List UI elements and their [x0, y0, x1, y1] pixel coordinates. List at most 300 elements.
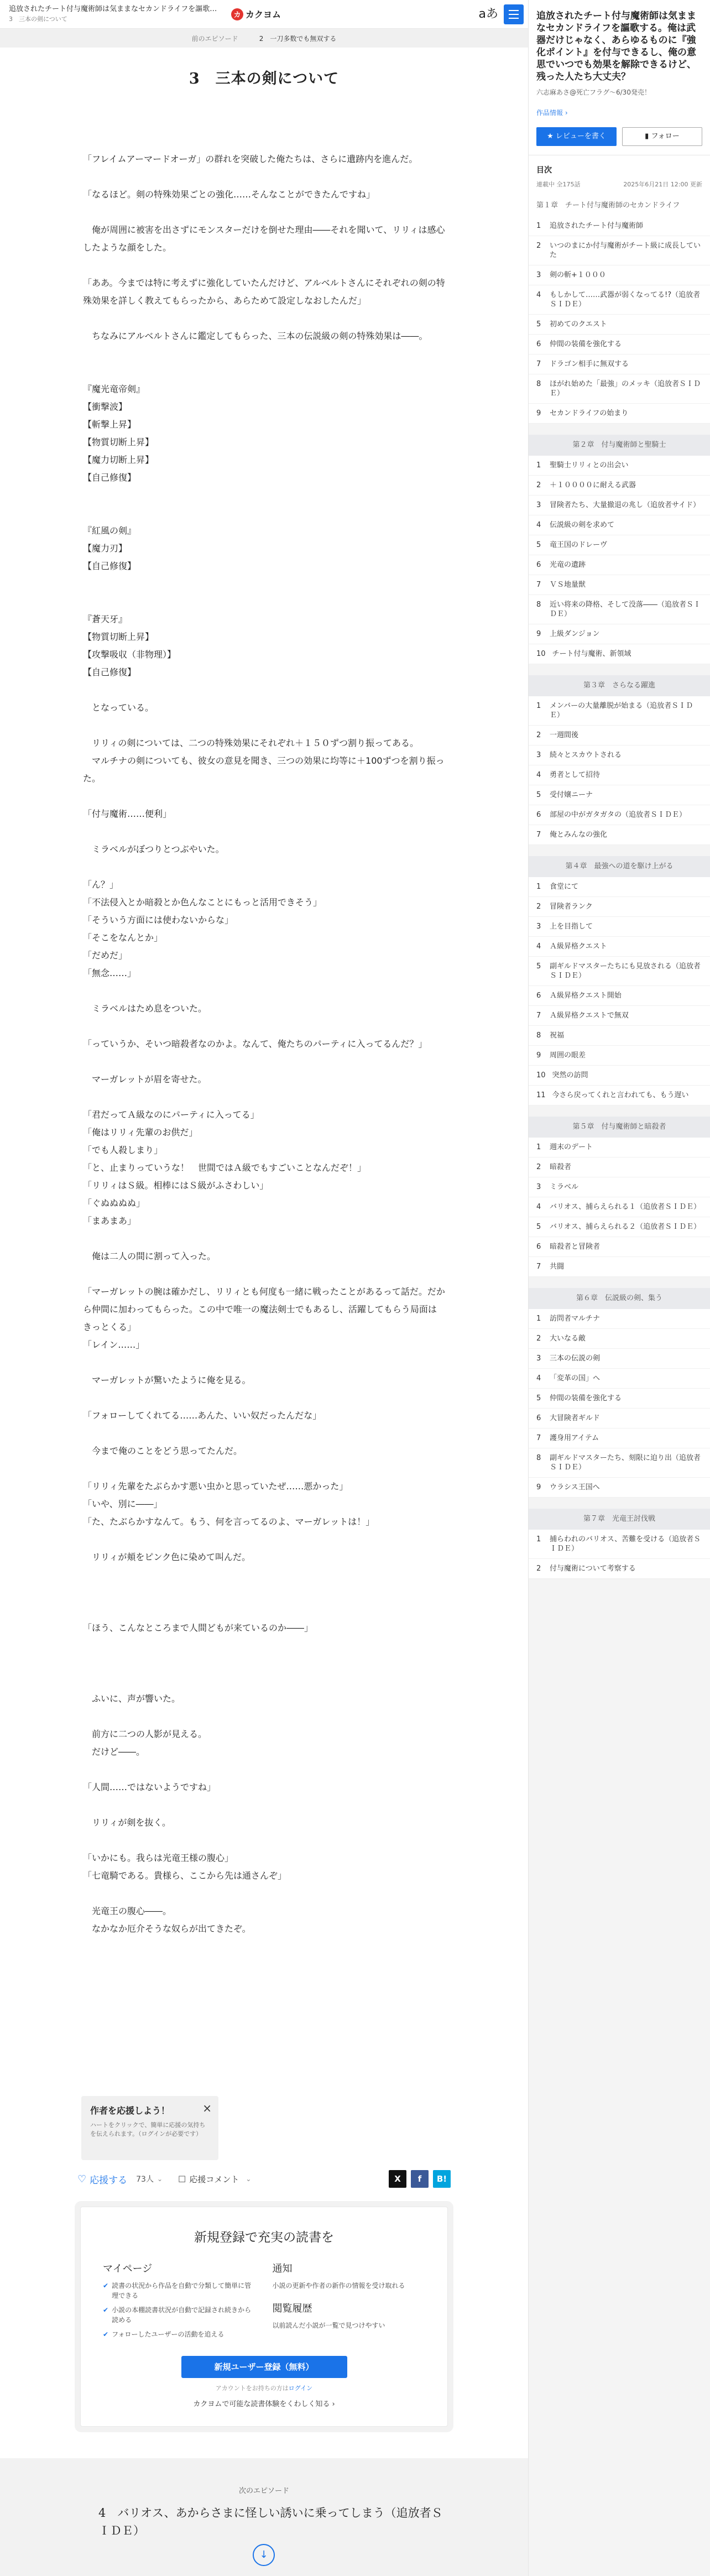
body-paragraph: [83, 1584, 445, 1602]
chapter-title: 第１章 チート付与魔術師のセカンドライフ: [529, 194, 710, 216]
follow-button[interactable]: ▮ フォロー: [622, 127, 702, 146]
toc-episode-link[interactable]: [529, 315, 710, 335]
body-paragraph: 「ん？」: [83, 879, 119, 890]
toc-episode-link[interactable]: [529, 515, 710, 535]
work-info-link[interactable]: 作品情報 ›: [536, 109, 568, 117]
body-paragraph: 「人間……ではないようですね」: [83, 1782, 216, 1792]
body-paragraph: [83, 168, 445, 186]
episode-title-text: バリオス、捕らえられる１（追放者ＳＩＤＥ）: [550, 1203, 701, 1211]
body-paragraph: 「七竜騎である。貴様ら、ここから先は通さんぞ」: [83, 1870, 287, 1881]
episode-title-text: 暗殺者と冒険者: [550, 1243, 601, 1251]
check-icon: ✔: [103, 2330, 109, 2338]
episode-title-text: 暗殺者: [550, 1163, 572, 1171]
body-paragraph: 【魔力刃】: [83, 543, 128, 554]
episode-title-text: 週末のデート: [550, 1143, 593, 1151]
learn-more-link[interactable]: カクヨムで可能な読書体験をくわしく知る ›: [193, 2400, 335, 2408]
episode-number: 8: [536, 380, 541, 388]
episode-title-text: 近い将来の降格、そして没落――（追放者ＳＩＤＥ）: [550, 601, 701, 618]
toc-chapter: [529, 1117, 710, 1288]
body-paragraph: ちなみにアルベルトさんに鑑定してもらった、三本の伝説級の剣の特殊効果は――。: [83, 331, 428, 341]
toc-episode-link[interactable]: [529, 1066, 710, 1086]
episode-title-text: 聖騎士リリィとの出会い: [550, 461, 629, 470]
body-paragraph: [83, 204, 445, 221]
episode-title-text: 上を目指して: [550, 922, 593, 931]
body-paragraph: [83, 858, 445, 876]
episode-title-text: 剣の斬+１０００: [550, 271, 606, 279]
body-paragraph: 「不法侵入とか暗殺とか色んなことにもっと活用できそう」: [83, 897, 322, 908]
mypage-item: ✔ 小説の本棚読書状況が自動で記録され続きから読める: [103, 2306, 252, 2324]
body-paragraph: [83, 1708, 445, 1725]
episode-title-text: 冒険者ランク: [550, 903, 593, 911]
toc-episode-link[interactable]: [529, 825, 710, 845]
toc-episode-link[interactable]: [529, 285, 710, 315]
check-icon: ✔: [103, 2306, 109, 2314]
episode-number: 4: [536, 1374, 541, 1383]
toc-episode-link[interactable]: [529, 1530, 710, 1559]
support-title: 作者を応援しよう！: [90, 2105, 170, 2116]
episode-title-text: ミラベル: [550, 1183, 579, 1191]
toc-episode-link[interactable]: [529, 624, 710, 644]
toc-episode-link[interactable]: [529, 476, 710, 496]
sidebar: [528, 0, 710, 2576]
body-paragraph: リリィが頬をピンク色に染めて叫んだ。: [83, 1552, 251, 1562]
episode-title-text: 周囲の眼差: [550, 1051, 586, 1060]
toc-episode-link[interactable]: [529, 1448, 710, 1478]
toc-chapter: [529, 1509, 710, 1590]
toc-episode-link[interactable]: [529, 1257, 710, 1277]
mypage-item: ✔ フォローしたユーザーの活動を追える: [103, 2330, 225, 2338]
episode-number: 7: [536, 581, 541, 589]
toc-episode-link[interactable]: [529, 1369, 710, 1389]
toc-episode-link[interactable]: [529, 1138, 710, 1157]
episode-number: 9: [536, 630, 541, 638]
body-paragraph: 「フレイムアーマードオーガ」の群れを突破した俺たちは、さらに遺跡内を進んだ。: [83, 154, 418, 164]
toc-episode-link[interactable]: [529, 957, 710, 986]
next-episode-label: 次のエピソード: [238, 2487, 289, 2495]
signup-panel: [80, 2207, 448, 2427]
toc-episode-link[interactable]: [529, 265, 710, 285]
body-paragraph: リリィが剣を抜く。: [83, 1817, 171, 1828]
chevron-down-icon[interactable]: ⌄: [156, 2175, 163, 2183]
episode-title-text: 上級ダンジョン: [550, 630, 600, 638]
body-paragraph: 『紅風の剣』: [83, 525, 137, 536]
episode-number: 4: [536, 771, 541, 779]
episode-number: 8: [536, 1031, 541, 1040]
body-paragraph: 【衝撃波】: [83, 401, 128, 412]
cheer-label: 応援する: [90, 2175, 128, 2186]
episode-number: 3: [536, 1354, 541, 1363]
toc-title: 目次: [536, 166, 552, 175]
toc-episode-link[interactable]: [529, 1349, 710, 1369]
body-paragraph: 「リリィ先輩をたぶらかす悪い虫かと思っていたぜ……悪かった」: [83, 1481, 348, 1492]
body-paragraph: 【自己修復】: [83, 667, 137, 677]
body-paragraph: 「っていうか、そいつ暗殺者なのかよ。なんて、俺たちのパーティに入ってるんだ？」: [83, 1039, 427, 1049]
cheer-button[interactable]: [77, 2172, 127, 2186]
episode-title-text: セカンドライフの始まり: [550, 409, 629, 418]
episode-title-text: Ａ級昇格クエスト: [550, 942, 607, 951]
episode-title-text: 冒険者たち、大量撤退の兆し（追放者サイド）: [550, 501, 701, 509]
close-icon[interactable]: ×: [202, 2102, 212, 2115]
episode-number: 11: [536, 1091, 546, 1099]
body-paragraph: [83, 1761, 445, 1779]
body-paragraph: マーガレットが驚いたように俺を見る。: [83, 1375, 251, 1385]
body-paragraph: 前方に二つの人影が見える。: [83, 1729, 207, 1739]
toc-episode-link[interactable]: [529, 696, 710, 726]
history-title: 閲覧履歴: [272, 2303, 312, 2314]
episode-number: 3: [536, 271, 541, 279]
body-paragraph: 俺は二人の間に割って入った。: [83, 1251, 216, 1261]
prev-episode-link[interactable]: 前のエピソード: [191, 34, 238, 43]
body-paragraph: [83, 1053, 445, 1071]
episode-number: 4: [536, 521, 541, 529]
body-paragraph: 「マーガレットの腕は確かだし、リリィとも何度も一緒に戦ったことがあるって話だ。だから仲間に加わってもらった。この中で唯一の魔法剣士でもあるし、活躍してもらう局面はきっとくる」: [83, 1286, 445, 1332]
body-paragraph: となっている。: [83, 702, 154, 713]
body-paragraph: 【魔力切断上昇】: [83, 455, 154, 465]
body-paragraph: 「ああ。今までは特に考えずに強化していたんだけど、アルベルトさんにそれぞれの剣の特殊効果を詳しく教えてもらったから、あらためて設定しなおしたんだ」: [83, 278, 445, 306]
episode-title-text: ドラゴン相手に無双する: [550, 360, 629, 368]
toc-episode-link[interactable]: [529, 1409, 710, 1428]
table-of-contents: [529, 194, 710, 1590]
toc-episode-link[interactable]: [529, 404, 710, 424]
body-paragraph: 【自己修復】: [83, 561, 137, 571]
support-card: [81, 2096, 218, 2160]
share-buttons: [389, 2170, 451, 2188]
chapter-title: 第４章 最強への道を駆け上がる: [529, 856, 710, 877]
facebook-share-icon[interactable]: f: [411, 2170, 429, 2188]
body-paragraph: [83, 1566, 445, 1584]
body-paragraph: 「た、たぶらかすなんて。もう、何を言ってるのよ、マーガレットは！」: [83, 1516, 375, 1527]
body-paragraph: [83, 504, 445, 522]
episode-number: 1: [536, 1315, 541, 1323]
arrow-down-icon[interactable]: ↓: [253, 2544, 275, 2566]
episode-number: 6: [536, 1414, 541, 1422]
episode-title-text: 付与魔術について考察する: [550, 1565, 636, 1573]
episode-number: 5: [536, 962, 541, 971]
toc-episode-link[interactable]: [529, 1046, 710, 1066]
toc-episode-link[interactable]: [529, 1559, 710, 1579]
body-paragraph: 「でも人殺しまり」: [83, 1145, 163, 1155]
body-paragraph: [83, 1354, 445, 1372]
episode-title-text: 食堂にて: [550, 883, 579, 891]
episode-title-text: 突然の訪問: [552, 1071, 588, 1080]
bookmark-icon: ▮: [645, 132, 649, 140]
next-episode-title[interactable]: 4 バリオス、あからさまに怪しい誘いに乗ってしまう（追放者ＳＩＤＥ）: [98, 2506, 443, 2537]
toc-episode-link[interactable]: [529, 1006, 710, 1026]
toc-episode-link[interactable]: [529, 897, 710, 917]
episode-number: 1: [536, 222, 541, 230]
toc-episode-link[interactable]: [529, 1309, 710, 1329]
episode-title-text: 「変革の国」へ: [550, 1374, 601, 1383]
toc-episode-link[interactable]: [529, 1237, 710, 1257]
check-icon: ✔: [103, 2282, 109, 2290]
episode-number: 7: [536, 831, 541, 839]
chapter-title: 第５章 付与魔術師と暗殺者: [529, 1117, 710, 1138]
toc-episode-link[interactable]: [529, 1197, 710, 1217]
episode-number: 8: [536, 1454, 541, 1462]
toc-episode-link[interactable]: [529, 1177, 710, 1197]
episode-title-text: Ａ級昇格クエスト開始: [550, 992, 622, 1000]
toc-episode-link[interactable]: [529, 805, 710, 825]
episode-number: 1: [536, 1535, 541, 1543]
next-episode-section[interactable]: [0, 2458, 528, 2576]
body-paragraph: ふいに、声が響いた。: [83, 1693, 181, 1704]
episode-title-text: 三本の伝説の剣: [550, 1354, 601, 1363]
sidebar-work-title[interactable]: 追放されたチート付与魔術師は気ままなセカンドライフを謳歌する。俺は武器だけじゃなく、あらゆるものに『強化ポイント』を付与できるし、俺の意思でいつでも効果を解除できるけど、残った人たち大丈夫？: [536, 11, 696, 82]
toc-episode-link[interactable]: [529, 1389, 710, 1409]
toc-episode-link[interactable]: [529, 216, 710, 236]
episode-number: 6: [536, 811, 541, 819]
body-paragraph: [83, 1389, 445, 1407]
body-paragraph: 「いかにも。我らは光竜王様の腹心」: [83, 1853, 234, 1863]
star-icon: ★: [547, 132, 554, 140]
body-paragraph: 「いや、別に――」: [83, 1499, 163, 1509]
episode-number: 7: [536, 1011, 541, 1020]
body-paragraph: [83, 1796, 445, 1814]
hatena-bookmark-icon[interactable]: B!: [433, 2170, 451, 2188]
episode-title-text: 一週間後: [550, 731, 579, 739]
chapter-title: 第３章 さらなる躍進: [529, 675, 710, 696]
font-size-icon[interactable]: aあ: [478, 7, 498, 21]
body-paragraph: [83, 593, 445, 611]
episode-number: 7: [536, 1434, 541, 1442]
episode-title-text: ほがれ始めた「最強」のメッキ（追放者ＳＩＤＥ）: [550, 380, 701, 398]
toc-episode-link[interactable]: [529, 785, 710, 805]
logo-text: カクヨム: [246, 9, 281, 20]
body-paragraph: 「まあまあ」: [83, 1216, 137, 1226]
toc-episode-link[interactable]: [529, 745, 710, 765]
toc-episode-link[interactable]: [529, 1157, 710, 1177]
episode-number: 3: [536, 922, 541, 931]
episode-number: 1: [536, 1143, 541, 1151]
next-episode-link[interactable]: 2 一刀多数でも無双する: [259, 34, 337, 43]
episode-title-text: 初めてのクエスト: [550, 320, 607, 328]
body-paragraph: マーガレットが眉を寄せた。: [83, 1074, 207, 1084]
body-paragraph: [83, 1265, 445, 1283]
episode-title-text: ＶＳ地量獣: [550, 581, 586, 589]
toc-episode-link[interactable]: [529, 374, 710, 404]
toc-episode-link[interactable]: [529, 555, 710, 575]
chapter-title: 第２章 付与魔術師と聖騎士: [529, 435, 710, 456]
body-paragraph: 【物質切断上昇】: [83, 632, 154, 642]
episode-number: 3: [536, 751, 541, 759]
episode-subtitle: 3 三本の剣について: [9, 15, 67, 23]
toc-episode-link[interactable]: [529, 496, 710, 515]
toc-chapter: [529, 1288, 710, 1509]
body-paragraph: 『魔光竜帝剣』: [83, 384, 145, 394]
episode-title-text: ＋１００００に耐える武器: [550, 481, 636, 489]
episode-title-text: 部屋の中がガタガタの（追放者ＳＩＤＥ）: [550, 811, 687, 819]
episode-number: 3: [536, 501, 541, 509]
toc-updated: 2025年6月21日 12:00 更新: [623, 181, 702, 188]
toc-chapter: [529, 435, 710, 675]
body-paragraph: 「なるほど。剣の特殊効果ごとの強化……そんなことができたんですね」: [83, 189, 375, 200]
body-paragraph: 俺が周囲に被害を出さずにモンスターだけを倒せた理由――それを聞いて、リリィは感心したような顔をした。: [83, 225, 445, 253]
episode-title-text: 訪問者マルチナ: [550, 1315, 601, 1323]
support-text: ハートをクリックで、簡単に応援の気持ちを伝えられます。（ログインが必要です）: [90, 2121, 206, 2137]
episode-title-text: 祝福: [550, 1031, 565, 1040]
body-paragraph: 「そこをなんとか」: [83, 932, 163, 943]
chapter-title: 第７章 光竜王討伐戦: [529, 1509, 710, 1530]
toc-episode-link[interactable]: [529, 456, 710, 476]
toc-episode-link[interactable]: [529, 1026, 710, 1046]
mypage-section: [103, 2261, 256, 2344]
toc-episode-link[interactable]: [529, 1428, 710, 1448]
comment-label: 応援コメント: [189, 2174, 239, 2184]
toc-episode-link[interactable]: [529, 354, 710, 374]
toc-episode-link[interactable]: [529, 535, 710, 555]
body-paragraph: 「君だってＡ級なのにパーティに入ってる」: [83, 1109, 259, 1120]
episode-title-text: 受付嬢ニーナ: [550, 791, 593, 799]
comment-button[interactable]: [178, 2173, 251, 2185]
body-paragraph: [83, 1637, 445, 1655]
body-paragraph: 「無念……」: [83, 968, 137, 978]
episode-number: 10: [536, 1071, 546, 1080]
toc-chapter: [529, 675, 710, 856]
episode-number: 2: [536, 242, 541, 250]
episode-number: 9: [536, 409, 541, 418]
episode-number: 2: [536, 903, 541, 911]
x-share-icon[interactable]: X: [389, 2170, 406, 2188]
episode-title-text: もしかして……武器が弱くなってる!?（追放者ＳＩＤＥ）: [550, 291, 701, 309]
episode-number: 4: [536, 1203, 541, 1211]
episode-title-text: 仲間の装備を強化する: [550, 1394, 622, 1402]
toc-episode-link[interactable]: [529, 726, 710, 745]
comment-icon: ☐: [178, 2173, 186, 2184]
toc-episode-link[interactable]: [529, 937, 710, 957]
body-paragraph: [83, 823, 445, 841]
episode-number: 2: [536, 731, 541, 739]
notify-title: 通知: [272, 2263, 293, 2275]
body-paragraph: [83, 1885, 445, 1902]
body-paragraph: [83, 310, 445, 327]
body-paragraph: [83, 1531, 445, 1548]
episode-number: 5: [536, 1394, 541, 1402]
episode-number: 2: [536, 1334, 541, 1343]
sidebar-header: [529, 0, 710, 155]
toc-episode-link[interactable]: [529, 917, 710, 937]
kakuyomu-logo[interactable]: [231, 8, 281, 20]
episode-number: 6: [536, 340, 541, 348]
body-paragraph: ミラベルがぼつりとつぶやいた。: [83, 844, 225, 854]
episode-title-text: Ａ級昇格クエストで無双: [550, 1011, 629, 1020]
toc-episode-link[interactable]: [529, 575, 710, 595]
episode-number: 2: [536, 481, 541, 489]
history-desc: 以前読んだ小説が一覧で見つけやすい: [272, 2322, 385, 2329]
body-paragraph: [83, 487, 445, 504]
body-paragraph: 【自己修復】: [83, 472, 137, 483]
body-paragraph: [83, 257, 445, 274]
body-paragraph: [83, 363, 445, 380]
episode-number: 9: [536, 1051, 541, 1060]
episode-title-text: 仲間の装備を強化する: [550, 340, 622, 348]
toc-status: 連載中 全175話: [536, 181, 581, 188]
episode-title-text: 続々とスカウトされる: [550, 751, 622, 759]
body-paragraph: [83, 1230, 445, 1248]
body-paragraph: だけど――。: [83, 1746, 145, 1757]
toc-episode-link[interactable]: [529, 1086, 710, 1106]
episode-title-text: 勇者として招待: [550, 771, 601, 779]
body-paragraph: [83, 345, 445, 363]
toc-episode-link[interactable]: [529, 595, 710, 624]
body-paragraph: 「だめだ」: [83, 950, 128, 961]
episode-body: [83, 133, 445, 1938]
body-paragraph: 【物質切断上昇】: [83, 437, 154, 447]
episode-number: 8: [536, 601, 541, 609]
episode-nav: [0, 29, 528, 48]
body-paragraph: [83, 1460, 445, 1478]
work-breadcrumb[interactable]: [9, 5, 217, 23]
episode-title-text: 竜王国のドレーヴ: [550, 541, 608, 549]
episode-title-text: 大冒険者ギルド: [550, 1414, 600, 1422]
body-paragraph: [83, 788, 445, 805]
body-paragraph: [83, 1425, 445, 1442]
work-title-link[interactable]: 追放されたチート付与魔術師は気ままなセカンドライフを謳歌…: [9, 5, 217, 13]
body-paragraph: [83, 1672, 445, 1690]
login-link[interactable]: ログイン: [288, 2385, 313, 2392]
episode-number: 7: [536, 360, 541, 368]
body-paragraph: 光竜王の腹心――。: [83, 1906, 172, 1916]
body-paragraph: [83, 1602, 445, 1619]
episode-number: 5: [536, 320, 541, 328]
body-paragraph: 「ほう、こんなところまで人間どもが来ているのか――」: [83, 1623, 314, 1633]
toc-episode-link[interactable]: [529, 1217, 710, 1237]
body-paragraph: 「そういう方面には使わないからな」: [83, 915, 234, 925]
episode-title-text: 共闘: [550, 1263, 565, 1271]
toc-episode-link[interactable]: [529, 644, 710, 664]
toc-episode-link[interactable]: [529, 986, 710, 1006]
episode-title-text: 護身用アイテム: [550, 1434, 599, 1442]
body-paragraph: 「フォローしてくれてる……あんた、いい奴だったんだな」: [83, 1410, 322, 1421]
cheer-count[interactable]: 73人: [136, 2175, 154, 2184]
toc-episode-link[interactable]: [529, 335, 710, 354]
toc-chapter: [529, 856, 710, 1117]
menu-icon[interactable]: [504, 4, 524, 24]
review-button[interactable]: ★ レビューを書く: [536, 127, 617, 146]
episode-number: 4: [536, 942, 541, 951]
author-name[interactable]: 六志麻あさ@死亡フラグ〜6/30発売！: [536, 88, 651, 96]
body-paragraph: [83, 982, 445, 1000]
episode-number: 4: [536, 291, 541, 299]
episode-number: 1: [536, 702, 541, 710]
episode-title-text: メンバーの大量離脱が始まる（追放者ＳＩＤＥ）: [550, 702, 693, 719]
chevron-down-icon: ⌄: [246, 2175, 252, 2183]
episode-number: 9: [536, 1483, 541, 1492]
episode-title-text: いつのまにか付与魔術がチート級に成長していた: [550, 242, 701, 259]
episode-number: 2: [536, 1163, 541, 1171]
toc-episode-link[interactable]: [529, 1329, 710, 1349]
toc-episode-link[interactable]: [529, 877, 710, 897]
body-paragraph: 「リリィはＳ級。相棒にはＳ級がふさわしい」: [83, 1180, 269, 1191]
toc-episode-link[interactable]: [529, 765, 710, 785]
chapter-title: 第６章 伝説級の剣、集う: [529, 1288, 710, 1309]
body-paragraph: 「レイン……」: [83, 1339, 145, 1350]
register-button[interactable]: 新規ユーザー登録（無料）: [181, 2356, 347, 2378]
notify-section: [273, 2261, 426, 2344]
body-paragraph: [83, 1832, 445, 1849]
login-prompt: アカウントをお持ちの方はログイン: [215, 2385, 313, 2392]
notify-desc: 小説の更新や作者の新作の情報を受け取れる: [272, 2282, 405, 2290]
toc-episode-link[interactable]: [529, 1478, 710, 1498]
body-paragraph: [83, 1018, 445, 1035]
episode-number: 1: [536, 461, 541, 470]
episode-number: 6: [536, 561, 541, 569]
toc-episode-link[interactable]: [529, 236, 710, 265]
episode-number: 5: [536, 541, 541, 549]
body-paragraph: リリィの剣については、二つの特殊効果にそれぞれ＋１５０ずつ割り振ってある。: [83, 738, 419, 748]
mypage-item: ✔ 読書の状況から作品を自動で分類して簡単に管理できる: [103, 2282, 252, 2299]
body-paragraph: 「俺はリリィ先輩のお供だ」: [83, 1127, 198, 1138]
body-paragraph: 「ぐぬぬぬぬ」: [83, 1198, 145, 1208]
